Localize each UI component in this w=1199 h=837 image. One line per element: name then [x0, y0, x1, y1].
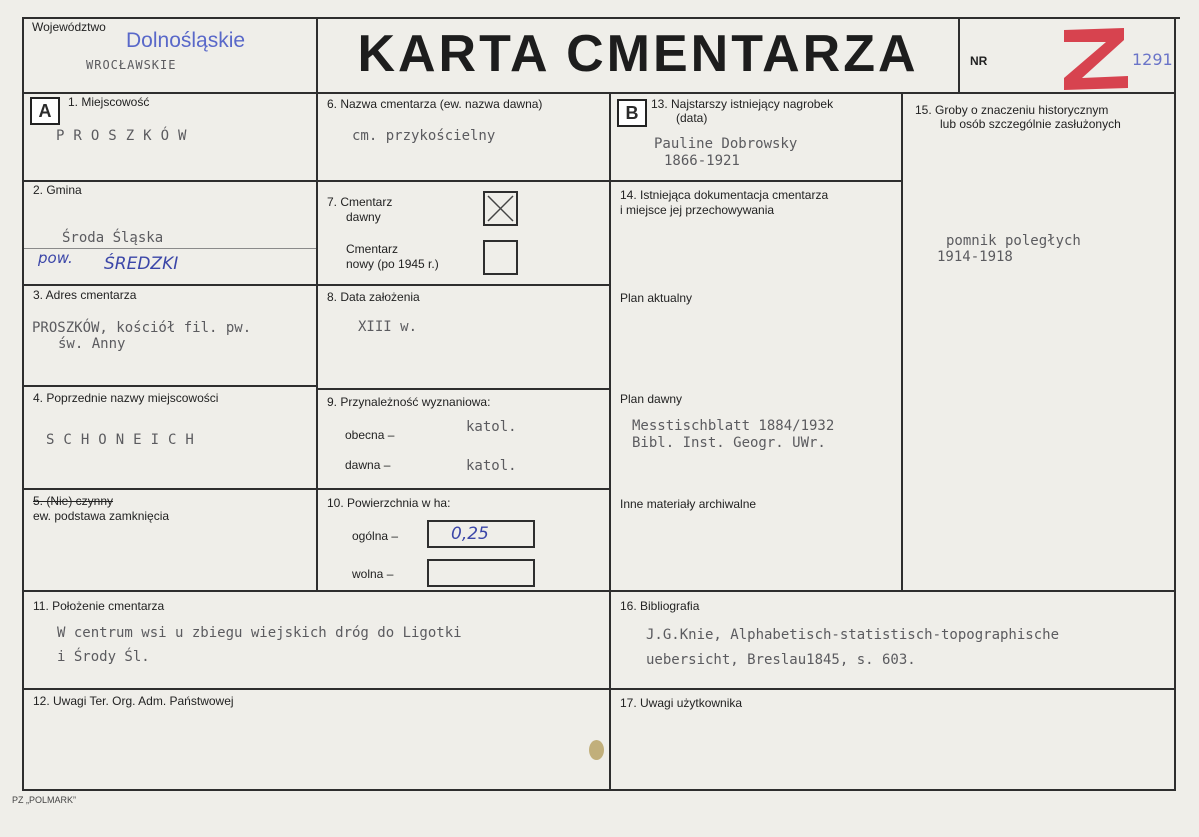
- field-7-old-label2: dawny: [346, 210, 381, 224]
- field-13-line2: 1866-1921: [664, 153, 740, 169]
- field-11-line1: W centrum wsi u zbiegu wiejskich dróg do Ligotki: [57, 625, 462, 641]
- field-16-line2: uebersicht, Breslau1845, s. 603.: [646, 652, 916, 668]
- plan-old-label: Plan dawny: [620, 392, 683, 406]
- frame-bottom: [22, 789, 1176, 791]
- row-line-b1: [609, 180, 903, 182]
- printer-mark: PZ „POLMARK”: [12, 795, 77, 805]
- field-1-value: PROSZKÓW: [56, 128, 196, 144]
- field-10-free-label: wolna –: [352, 567, 394, 581]
- section-b-box: B: [617, 99, 647, 127]
- row-line-m4: [316, 488, 611, 490]
- field-7-new-label1: Cmentarz: [346, 242, 399, 256]
- col-divider-2: [609, 92, 611, 790]
- col-divider-1: [316, 17, 318, 591]
- field-6-value: cm. przykościelny: [352, 128, 496, 144]
- field-2-pow-value: ŚREDZKI: [104, 254, 179, 274]
- plan-current-label: Plan aktualny: [620, 291, 693, 305]
- field-3-label: 3. Adres cmentarza: [33, 288, 137, 302]
- frame-right: [1174, 17, 1176, 791]
- field-7-new-label2: nowy (po 1945 r.): [346, 257, 439, 271]
- field-15-label2: lub osób szczególnie zasłużonych: [940, 117, 1121, 131]
- field-10-free-box[interactable]: [427, 559, 535, 587]
- field-16-line1: J.G.Knie, Alphabetisch-statistisch-topographische: [646, 627, 1060, 643]
- card-title: KARTA CMENTARZA: [357, 25, 919, 83]
- field-7-old-label1: 7. Cmentarz: [327, 195, 393, 209]
- nr-label: NR: [970, 54, 988, 68]
- row-line-m3: [316, 388, 611, 390]
- field-13-label2: (data): [676, 111, 708, 125]
- field-9-current-label: obecna –: [345, 428, 395, 442]
- field-17-label: 17. Uwagi użytkownika: [620, 696, 743, 710]
- lower-divider-2: [22, 688, 1176, 690]
- field-4-label: 4. Poprzednie nazwy miejscowości: [33, 391, 219, 405]
- field-9-current-value: katol.: [466, 419, 517, 435]
- row-line-m2: [316, 284, 611, 286]
- field-3-line1: PROSZKÓW, kościół fil. pw.: [32, 320, 252, 336]
- field-13-label1: 13. Najstarszy istniejący nagrobek: [651, 97, 834, 111]
- field-16-label: 16. Bibliografia: [620, 599, 700, 613]
- field-15-line2: 1914-1918: [937, 249, 1013, 265]
- field-5-label2: ew. podstawa zamknięcia: [33, 509, 170, 523]
- field-8-value: XIII w.: [358, 319, 418, 335]
- voivodeship-typed: WROCŁAWSKIE: [86, 58, 177, 72]
- field-11-line2: i Środy Śl.: [57, 649, 150, 665]
- row-line-m1: [316, 180, 611, 182]
- field-2-pow-prefix: pow.: [38, 249, 73, 267]
- field-11-label: 11. Położenie cmentarza: [33, 599, 165, 613]
- row-line-a4: [22, 488, 318, 490]
- field-3-line2: św. Anny: [58, 336, 126, 352]
- header-divider: [22, 92, 1176, 94]
- red-z-mark: [1058, 22, 1133, 92]
- field-10-total-box[interactable]: [427, 520, 535, 548]
- field-10-total-label: ogólna –: [352, 529, 399, 543]
- stain-mark: [589, 740, 604, 760]
- field-15-label1: 15. Groby o znaczeniu historycznym: [915, 103, 1109, 117]
- section-a-box: A: [30, 97, 60, 125]
- field-4-value: SCHONEICH: [46, 432, 203, 448]
- frame-left: [22, 17, 24, 791]
- row-line-a2: [22, 284, 318, 286]
- other-archives-label: Inne materiały archiwalne: [620, 497, 757, 511]
- field-2-value: Środa Śląska: [62, 230, 164, 246]
- field-2-label: 2. Gmina: [33, 183, 82, 197]
- field-14-label2: i miejsce jej przechowywania: [620, 203, 775, 217]
- field-12-label: 12. Uwagi Ter. Org. Adm. Państwowej: [33, 694, 234, 708]
- field-9-former-value: katol.: [466, 458, 517, 474]
- nr-value: 1291: [1132, 50, 1173, 69]
- field-9-former-label: dawna –: [345, 458, 391, 472]
- voivodeship-stamp: Dolnośląskie: [126, 29, 246, 52]
- field-9-label: 9. Przynależność wyznaniowa:: [327, 395, 491, 409]
- checkbox-new-cemetery[interactable]: [483, 240, 518, 275]
- checkbox-old-cemetery[interactable]: [483, 191, 518, 226]
- row-line-a1: [22, 180, 318, 182]
- field-15-line1: pomnik poległych: [946, 233, 1081, 249]
- row-line-a3: [22, 385, 318, 387]
- checkbox-old-value: [485, 193, 486, 194]
- field-14-label1: 14. Istniejąca dokumentacja cmentarza: [620, 188, 829, 202]
- col-divider-3: [901, 92, 903, 592]
- voivodeship-label: Województwo: [32, 20, 106, 34]
- red-z-shape: [1058, 22, 1133, 92]
- plan-old-line2: Bibl. Inst. Geogr. UWr.: [632, 435, 826, 451]
- field-10-label: 10. Powierzchnia w ha:: [327, 496, 451, 510]
- field-13-line1: Pauline Dobrowsky: [654, 136, 798, 152]
- frame-top: [22, 17, 1180, 19]
- lower-divider: [22, 590, 1176, 592]
- nr-divider: [958, 17, 960, 94]
- nr-mark-text: [1058, 22, 1059, 23]
- checkbox-x-icon: [485, 193, 516, 224]
- field-10-total-value: 0,25: [451, 524, 489, 544]
- field-6-label: 6. Nazwa cmentarza (ew. nazwa dawna): [327, 97, 543, 111]
- field-8-label: 8. Data założenia: [327, 290, 420, 304]
- field-1-label: 1. Miejscowość: [68, 95, 150, 109]
- plan-old-line1: Messtischblatt 1884/1932: [632, 418, 835, 434]
- field-5-label1: 5. (Nie) czynny: [33, 494, 114, 508]
